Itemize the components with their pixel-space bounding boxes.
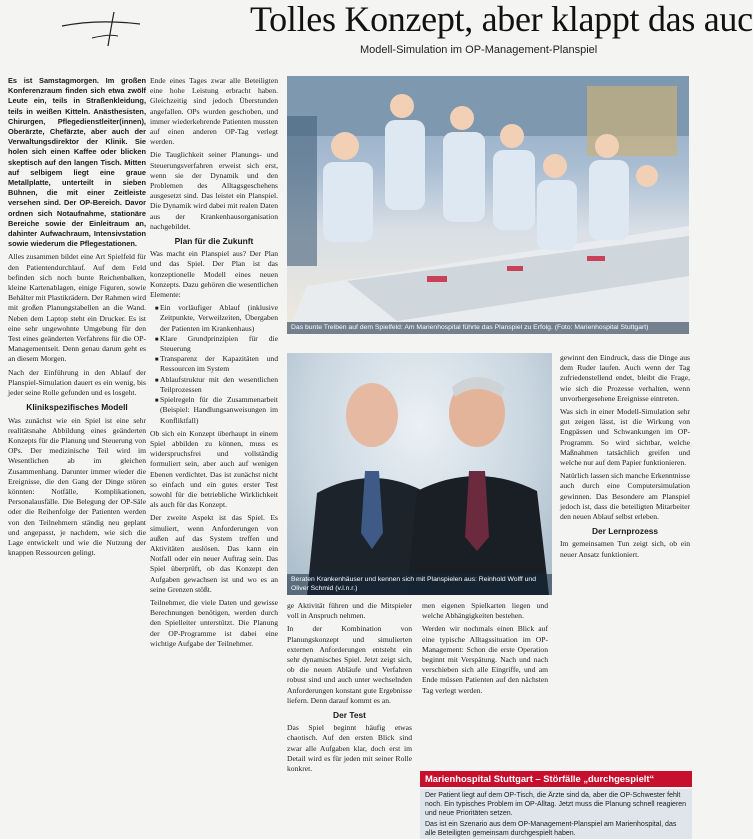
article-headline: Tolles Konzept, aber klappt das auc — [250, 0, 753, 39]
section-heading: Der Test — [333, 710, 366, 721]
lead-paragraph: Es ist Samstagmorgen. Im großen Konferenzraum finden sich etwa zwölf Leute ein, teils in Straßenkleidung, teils in weißen Kitteln. Anästhesisten, Chirurgen, Pflegedienstleiter(innen), Oberärzte, Chefärzte, aber auch der Verwaltungsdirektor der Klinik. Sie holen sich einen Kaffee oder blicken skeptisch auf den langen Tisch. Mitten auf selbigem liegt eine graue Metallplatte, unterteilt in sieben Bühnen, die mit einer Zeitleiste versehen sind. Der OP-Bereich. Davor ordnen sich Notaufnahme, stationäre Bereiche sowie der Einleitraum an, dahinter Aufwachraum, Intensivstation sowie wiederum die Pflegestationen. — [8, 76, 146, 249]
photo-caption: Beraten Krankenhäuser und kennen sich mit Planspielen aus: Reinhold Wolff und Oliver Schmid (v.l.n.r.) — [287, 574, 552, 595]
article-column-1 — [8, 76, 146, 836]
body-paragraph: Teilnehmer, die viele Daten und gewisse Berechnungen benötigen, werden durch den Spielleiter unterstützt. Die Planung der OP-Programme ist dabei eine wichtige Aufgabe der Teilnehmer. — [150, 597, 278, 648]
body-paragraph: men eigenen Spielkarten liegen und welche Abhängigkeiten bestehen. — [422, 601, 548, 621]
body-paragraph: Was zunächst wie ein Spiel ist eine sehr realitätsnahe Abbildung eines geänderten Konzepts für die Planung und Steuerung von OPs. Der medizinische Teil wird im Wesentlichen ab im gleichen Zusammenhang. Darunter immer wieder die Ereignisse, die den Gang der Dinge stören könnten: Notfälle, Komplikationen, Personalausfälle. Die Belegung der OP-Säle oder die Reihenfolge der Patienten werden von den Teilnehmern ständig neu geplant und angepasst, je nachdem, wie sich die Lage entwickelt und wie die Nutzung der knappen Ressourcen gelingt. — [8, 415, 146, 558]
body-paragraph: gewinnt den Eindruck, dass die Dinge aus dem Ruder laufen. Auch wenn der Tag zufriedenstellend endet, bleibt die Frage, wie sich die Prozesse verhalten, wenn unvorhergesehene Ereignisse eintreten. — [560, 353, 690, 403]
article-column-2 — [150, 76, 278, 836]
body-paragraph: Im gemeinsamen Tun zeigt sich, ob ein neuer Ansatz funktioniert. — [560, 539, 690, 559]
article-subheadline: Modell-Simulation im OP-Management-Planspiel — [360, 44, 598, 56]
body-paragraph: Alles zusammen bildet eine Art Spielfeld für den Patientendurchlauf. Auf dem Feld befinden sich noch bunte Reichenbalken, kleine Kartenablagen, einige Figuren, sowie Behälter mit Plastikrädern. Der Rahmen wird mit großen Planungstabellen an die Wand. Neben dem Laptop steht ein Drucker. Es ist eine sehr ungewohnte Umgebung für den Test eines geänderten Verfahrens für die OP-Managementseit. Denn genau darum geht es an diesem Morgen. — [8, 252, 146, 364]
body-paragraph: ge Aktivität führen und die Mitspieler voll in Anspruch nehmen. — [287, 601, 412, 621]
element-list — [150, 303, 278, 425]
body-paragraph: Das Spiel beginnt häufig etwas chaotisch. Auf den ersten Blick sind zwar alle Aufgaben klar, doch erst im Detail wird es für jeden mit seiner Rolle konkret. — [287, 723, 412, 774]
infobox-paragraph: Der Patient liegt auf dem OP-Tisch, die Ärzte sind da, aber die OP-Schwester fehlt noch. Ein typisches Problem im OP-Alltag. Jetzt muss die Planung schnell reagieren und neue Prioritäten setzen. — [425, 792, 687, 817]
list-item: • Spielregeln für die Zusammenarbeit (Beispiel: Handlungsanweisungen im Konfliktfall) — [160, 395, 278, 426]
list-item: • Ein vorläufiger Ablauf (inklusive Zeitpunkte, Verweilzeiten, Übergaben der Patienten im Krankenhaus) — [160, 303, 278, 334]
list-item: • Ablaufstruktur mit den wesentlichen Teilprozessen — [160, 375, 278, 395]
infobox-title: Marienhospital Stuttgart – Störfälle „durchgespielt“ — [420, 771, 692, 787]
planspiel-photo-illustration — [287, 76, 689, 334]
body-paragraph: Ende eines Tages zwar alle Beteiligten eine hohe Leistung erbracht haben. Gleichzeitig sind jedoch Überstunden angefallen. OPs wurden geschoben, und immer wiederkehrende Patienten mussten auf einen anderen OP-Tag verlegt werden. — [150, 76, 278, 147]
section-heading: Der Lernprozess — [591, 526, 659, 537]
section-heading: Klinikspezifisches Modell — [26, 402, 128, 413]
body-paragraph: Die Tauglichkeit seiner Planungs- und Steuerungsverfahren erweist sich erst, wenn sie der Dynamik und den Problemen des Alltagsgeschehens ausgesetzt sind. Das leistet ein Planspiel. Die Dynamik wird dabei mit realen Daten aus der Krankenhausorganisation nachgebildet. — [150, 150, 278, 231]
body-paragraph: Werden wir nochmals einen Blick auf eine typische Alltagssituation im OP-Management: Schon die erste Operation beginnt mit Verspätung. Nach und nach verschieben sich alle Eingriffe, und am Ende müssen Patienten auf den nächsten Tag verlegt werden. — [422, 624, 548, 695]
article-column-3 — [287, 601, 412, 837]
body-paragraph: Natürlich lassen sich manche Erkenntnisse auch durch eine Computersimulation gewinnen. Das Besondere am Planspiel jedoch ist, dass die beteiligten Mitarbeiter den neuen Ablauf selbst erleben. — [560, 471, 690, 522]
body-paragraph: Nach der Einführung in den Ablauf der Planspiel-Simulation dauert es ein wenig, bis jeder seine Rolle gefunden und es losgeht. — [8, 367, 146, 398]
infobox-paragraph: Das ist ein Szenario aus dem OP-Management-Planspiel am Marienhospital, das alle Beteiligten gemeinsam durchgespielt haben. — [425, 821, 677, 837]
portrait-photo-illustration — [287, 353, 552, 595]
list-item: • Transparenz der Kapazitäten und Ressourcen im System — [160, 354, 278, 374]
body-paragraph: In der Kombination von Planungskonzept und simulierten externen Anforderungen entsteht ein sehr dynamisches Spiel. Jetzt zeigt sich, ob die neuen Abläufe und Verfahren robust sind und auch unter wechselnden Anforderungen konstant gute Ergebnisse liefern. Denn darauf kommt es an. — [287, 624, 412, 705]
body-paragraph: Was macht ein Planspiel aus? Der Plan und das Spiel. Der Plan ist das konzeptionelle Modell eines neuen Konzepts. Dazu gehören die wesentlichen Elemente: — [150, 249, 278, 300]
list-item: • Klare Grundprinzipien für die Steuerung — [160, 334, 278, 354]
article-column-4 — [422, 601, 548, 769]
body-paragraph: Der zweite Aspekt ist das Spiel. Es simuliert, wenn Anforderungen von außen auf das System treffen und Aktivitäten auslösen. Das kann ein Notfall oder ein neuer Auftrag sein. Das Spiel überprüft, ob das Konzept den Aufgaben gewachsen ist und wo es an seine Grenzen stößt. — [150, 513, 278, 594]
infobox-body — [420, 789, 692, 839]
section-heading: Plan für die Zukunft — [174, 236, 254, 247]
article-column-5 — [560, 353, 690, 703]
photo-caption: Das bunte Treiben auf dem Spielfeld: Am Marienhospital führte das Planspiel zu Erfolg. (Foto: Marienhospital Stuttgart) — [287, 322, 689, 335]
planspiel-photo — [287, 76, 689, 334]
handwritten-mark — [52, 8, 162, 48]
body-paragraph: Was sich in einer Modell-Simulation sehr gut zeigen lässt, ist die Wirkung von Engpässen und Schwankungen im OP-Programm. So wird sichtbar, welche Maßnahmen tatsächlich greifen und welche nur auf dem Papier funktionieren. — [560, 407, 690, 468]
portrait-photo — [287, 353, 552, 595]
body-paragraph: Ob sich ein Konzept überhaupt in einem Spiel abbilden zu können, muss es widerspruchsfrei und vollständig formuliert sein, aber auch auf wenigen Ebenen verdichtet. Das ist zunächst nicht so einfach und ein gutes erster Test sowohl für die betriebliche Wirklichkeit als auch für das Konzept. — [150, 428, 278, 510]
